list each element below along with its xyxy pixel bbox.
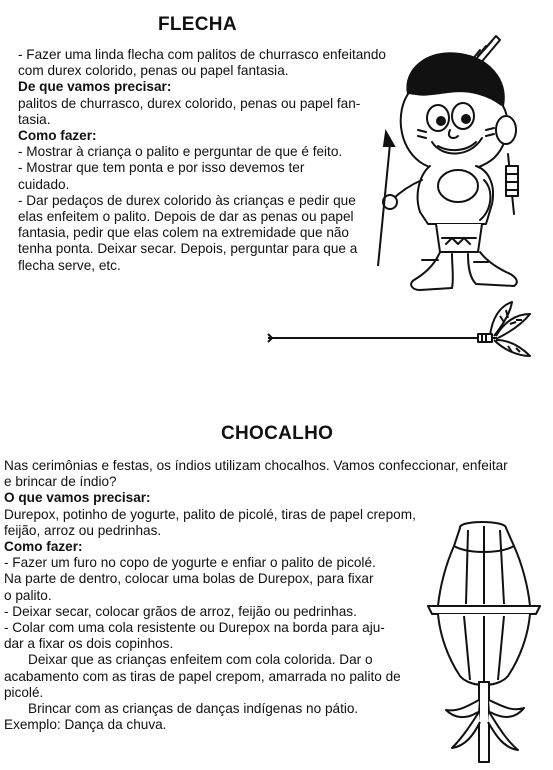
section-heading: Como fazer: <box>4 539 83 555</box>
text-line: e brincar de índio? <box>4 474 117 490</box>
text-line: tenha ponta. Deixar secar. Depois, perguntar para que a <box>18 241 358 257</box>
text-line: - Mostrar que tem ponta e por isso devemos ter <box>18 160 305 176</box>
text-line: - Fazer um furo no copo de yogurte e enfiar o palito de picolé. <box>4 555 376 571</box>
rattle-illustration <box>418 516 550 766</box>
text-line: picolé. <box>4 684 44 700</box>
text-line: Deixar que as crianças enfeitem com cola colorida. Dar o <box>28 652 373 668</box>
indigenous-boy-illustration <box>368 34 548 296</box>
text-line: fantasia, pedir que elas colem na extremidade que não <box>18 225 349 241</box>
section-heading: De que vamos precisar: <box>18 79 172 95</box>
flecha-instructions <box>18 47 388 274</box>
text-line: com durex colorido, penas ou papel fantasia. <box>18 63 289 79</box>
section-heading: O que vamos precisar: <box>4 490 151 506</box>
text-line: elas enfeitem o palito. Depois de dar as penas ou papel <box>18 209 354 225</box>
text-line: palitos de churrasco, durex colorido, penas ou papel fan- <box>18 95 361 111</box>
text-line: flecha serve, etc. <box>18 257 121 273</box>
text-line: acabamento com as tiras de papel crepom, amarrada no palito de <box>4 668 401 684</box>
text-line: Exemplo: Dança da chuva. <box>4 717 167 733</box>
flecha-title: FLECHA <box>158 14 237 35</box>
text-line: o palito. <box>4 587 52 603</box>
text-line: feijão, arroz ou pedrinhas. <box>4 522 162 538</box>
text-line: Na parte de dentro, colocar uma bolas de Durepox, para fixar <box>4 571 374 587</box>
text-line: - Mostrar à criança o palito e perguntar de que é feito. <box>18 144 343 160</box>
text-line: Brincar com as crianças de danças indígenas no pátio. <box>28 701 359 717</box>
text-line: - Fazer uma linda flecha com palitos de churrasco enfeitando <box>18 47 386 62</box>
text-line: - Colar com uma cola resistente ou Durepox na borda para aju- <box>4 620 385 636</box>
chocalho-title: CHOCALHO <box>221 423 334 444</box>
text-line: Durepox, potinho de yogurte, palito de picolé, tiras de papel crepom, <box>4 506 416 522</box>
text-line: tasia. <box>18 111 51 127</box>
arrow-illustration <box>264 300 534 364</box>
text-line: Nas cerimônias e festas, os índios utilizam chocalhos. Vamos confeccionar, enfeitar <box>4 458 508 473</box>
text-line: - Deixar secar, colocar grãos de arroz, feijão ou pedrinhas. <box>4 603 357 619</box>
text-line: - Dar pedaços de durex colorido às crianças e pedir que <box>18 192 356 208</box>
section-heading: Como fazer: <box>18 128 97 144</box>
text-line: cuidado. <box>18 176 70 192</box>
text-line: dar a fixar os dois copinhos. <box>4 636 174 652</box>
